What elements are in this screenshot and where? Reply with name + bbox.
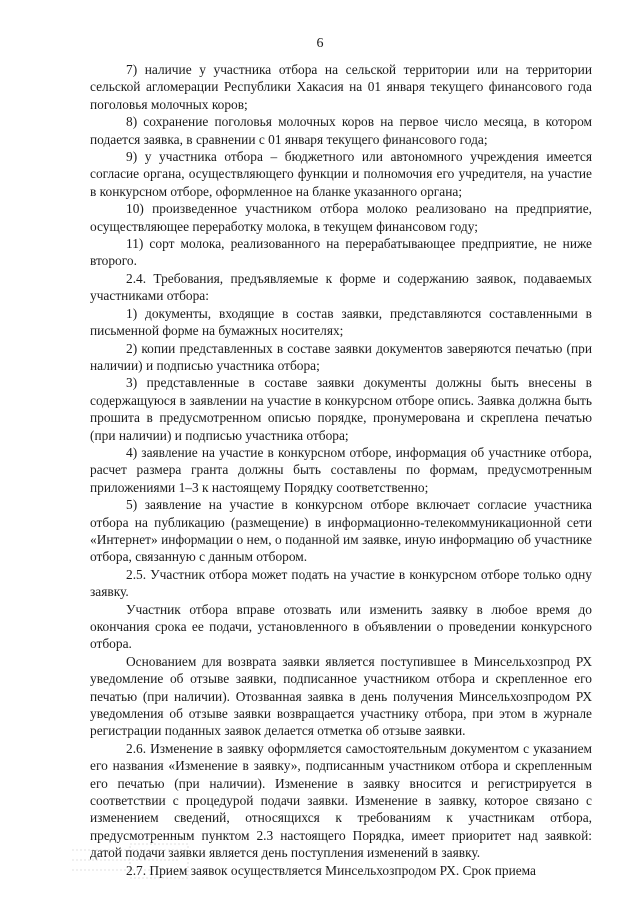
paragraph: 8) сохранение поголовья молочных коров на первое число месяца, в котором подается заявка, в сравнении с 01 января текущего финансового года; [90,114,592,147]
paragraph: 3) представленные в составе заявки документы должны быть внесены в содержащуюся в заявлении на участие в конкурсном отборе опись. Заявка должна быть прошита в предусмотренном описью порядке, пронумерована и скреплена печатью (при наличии) и подписью участника отбора; [90,375,592,443]
paragraph: 2.6. Изменение в заявку оформляется самостоятельным документом с указанием его названия «Изменение в заявку», подписанным участником отбора и скрепленным его печатью (при наличии). Изменение в заявку вносится и регистрируется в соответствии с процедурой подачи заявки. Изменение в заявку, которое связано с изменением сведений, относящихся к требованиям к участникам отбора, предусмотренным пунктом 2.3 настоящего Порядка, имеет приоритет над заявкой: датой подачи заявки является день поступления изменений в заявку. [90,740,592,861]
document-body [90,61,592,879]
paragraph: Участник отбора вправе отозвать или изменить заявку в любое время до окончания срока ее подачи, установленного в объявлении о проведении конкурсного отбора. [90,601,592,652]
paragraph: 2.5. Участник отбора может подать на участие в конкурсном отборе только одну заявку. [90,566,592,600]
paragraph: 11) сорт молока, реализованного на перерабатывающее предприятие, не ниже второго. [90,236,592,269]
paragraph: 2) копии представленных в составе заявки документов заверяются печатью (при наличии) и подписью участника отбора; [90,340,592,373]
paragraph: 9) у участника отбора – бюджетного или автономного учреждения имеется согласие органа, осуществляющего функции и полномочия его учредителя, на участие в конкурсном отборе, оформленное на бланке указанного органа; [90,149,592,199]
paragraph: 10) произведенное участником отбора молоко реализовано на предприятие, осуществляющее переработку молока, в текущем финансовом году; [90,201,592,234]
faint-stamp-mark [70,842,192,880]
paragraph: 7) наличие у участника отбора на сельской территории или на территории сельской агломерации Республики Хакасия на 01 января текущего финансового года поголовья молочных коров; [90,62,592,112]
paragraph: 5) заявление на участие в конкурсном отборе включает согласие участника отбора на публикацию (размещение) в информационно-телекоммуникационной сети «Интернет» информации о нем, о поданной им заявке, иную информацию об участнике отбора, связанную с данным отбором. [90,497,592,565]
paragraph: 2.7. Прием заявок осуществляется Минсельхозпродом РХ. Срок приема [126,862,537,878]
paragraph: 4) заявление на участие в конкурсном отборе, информация об участнике отбора, расчет размера гранта должны быть составлены по формам, предусмотренным приложениями 1–3 к настоящему Порядку соответственно; [90,444,592,495]
paragraph: 1) документы, входящие в состав заявки, представляются составленными в письменной форме на бумажных носителях; [90,305,592,339]
page-number: 6 [316,36,324,51]
paragraph: 2.4. Требования, предъявляемые к форме и содержанию заявок, подаваемых участниками отбора: [90,270,592,304]
paragraph: Основанием для возврата заявки является поступившее в Минсельхозпрод РХ уведомление об отзыве заявки, подписанное участником отбора и скрепленное его печатью (при наличии). Отозванная заявка в день получения Минсельхозпродом РХ уведомления об отзыве заявки возвращается участнику отбора, при этом в журнале регистрации поданных заявок делается отметка об отзыве заявки. [90,653,592,739]
